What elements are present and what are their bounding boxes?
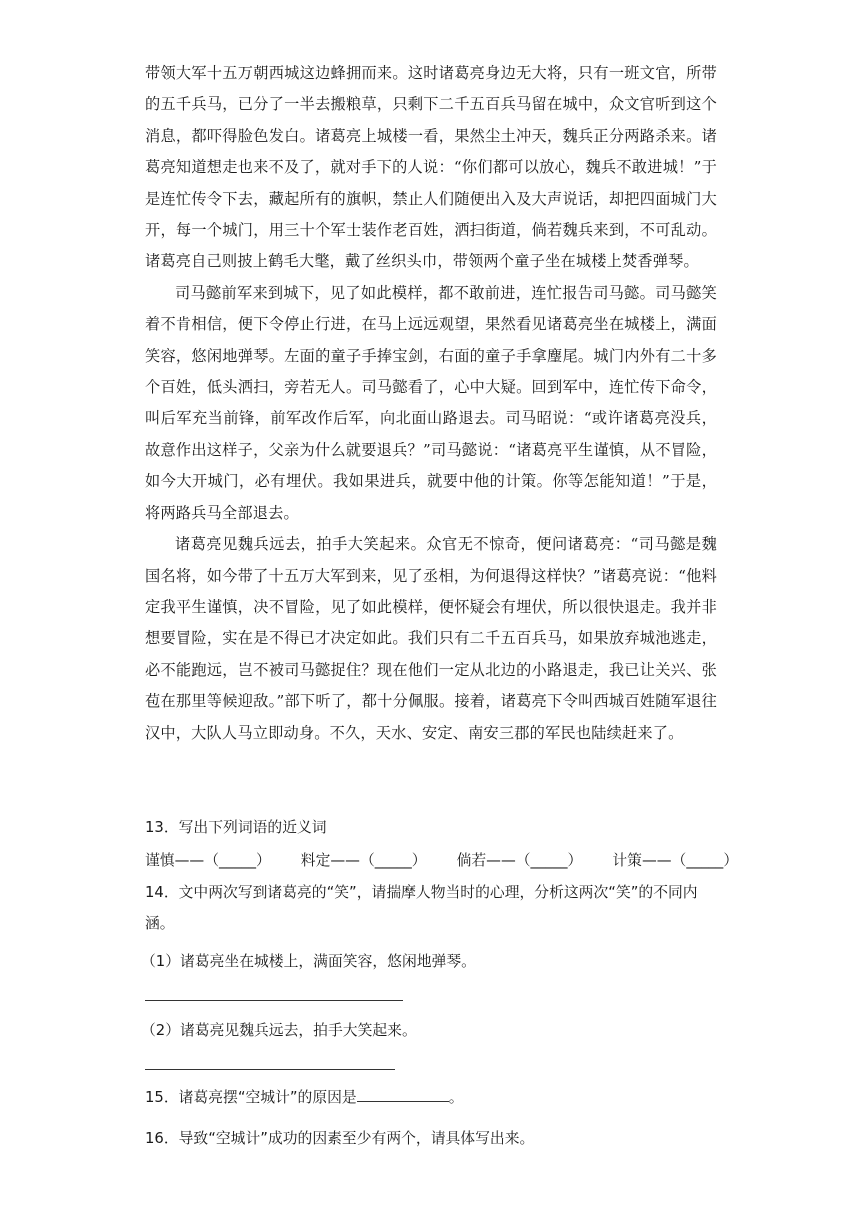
answer-blank-15[interactable] xyxy=(357,1087,449,1102)
passage-paragraph-1: 带领大军十五万朝西城这边蜂拥而来。这时诸葛亮身边无大将，只有一班文官，所带的五千兵马，已分了一半去搬粮草，只剩下二千五百兵马留在城中，众文官听到这个消息，都吓得脸色发白。诸葛亮上城楼一看，果然尘土冲天，魏兵正分两路杀来。诸葛亮知道想走也来不及了，就对手下的人说：“你们都可以放心，魏兵不敢进城！”于是连忙传令下去，藏起所有的旗帜，禁止人们随便出入及大声说话，却把四面城门大开，每一个城门，用三十个军士装作老百姓，洒扫街道，倘若魏兵来到，不可乱动。诸葛亮自己则披上鹤毛大氅，戴了丝织头巾，带领两个童子坐在城楼上焚香弹琴。 xyxy=(145,64,717,271)
question-16: 16．导致“空城计”成功的因素至少有两个，请具体写出来。 xyxy=(145,1130,535,1147)
question-14-part-2: （2）诸葛亮见魏兵远去，拍手大笑起来。 xyxy=(141,1022,417,1039)
passage-paragraph-2: 司马懿前军来到城下，见了如此模样，都不敢前进，连忙报告司马懿。司马懿笑着不肯相信，便下令停止行进，在马上远远观望，果然看见诸葛亮坐在城楼上，满面笑容，悠闲地弹琴。左面的童子手捧宝剑，右面的童子手拿麈尾。城门内外有二十多个百姓，低头洒扫，旁若无人。司马懿看了，心中大疑。回到军中，连忙传下命令，叫后军充当前锋，前军改作后军，向北面山路退去。司马昭说：“或许诸葛亮没兵，故意作出这样子，父亲为什么就要退兵？”司马懿说：“诸葛亮平生谨慎，从不冒险，如今大开城门，必有埋伏。我如果进兵，就要中他的计策。你等怎能知道！”于是，将两路兵马全部退去。 xyxy=(145,283,717,522)
question-14: 14．文中两次写到诸葛亮的“笑”，请揣摩人物当时的心理，分析这两次“笑”的不同内涵。 xyxy=(145,884,698,932)
synonym-item-liaoding[interactable]: 料定——（_____） xyxy=(300,852,427,869)
answer-line-1[interactable] xyxy=(145,1000,403,1001)
question-13: 13．写出下列词语的近义词 xyxy=(145,819,327,836)
question-14-part-1: （1）诸葛亮坐在城楼上，满面笑容，悠闲地弹琴。 xyxy=(141,953,476,970)
synonym-item-jice[interactable]: 计策——（_____） xyxy=(612,852,739,869)
question-13-synonym-items xyxy=(145,845,739,876)
reading-passage xyxy=(145,58,717,749)
question-15-suffix: 。 xyxy=(448,1089,464,1106)
question-15-prefix: 15．诸葛亮摆“空城计”的原因是 xyxy=(145,1089,357,1106)
answer-line-2[interactable] xyxy=(145,1069,395,1070)
passage-paragraph-3: 诸葛亮见魏兵远去，拍手大笑起来。众官无不惊奇，便问诸葛亮：“司马懿是魏国名将，如今带了十五万大军到来，见了丞相，为何退得这样快？”诸葛亮说：“他料定我平生谨慎，决不冒险，见了如此模样，便怀疑会有埋伏，所以很快退走。我并非想要冒险，实在是不得已才决定如此。我们只有二千五百兵马，如果放弃城池逃走，必不能跑远，岂不被司马懿捉住？现在他们一定从北边的小路退走，我已让关兴、张苞在那里等候迎敌。”部下听了，都十分佩服。接着，诸葛亮下令叫西城百姓随军退往汉中，大队人马立即动身。不久，天水、安定、南安三郡的军民也陆续赶来了。 xyxy=(145,535,717,742)
synonym-item-jinshen[interactable]: 谨慎——（_____） xyxy=(145,852,271,869)
question-15 xyxy=(145,1082,717,1113)
synonym-item-tangruo[interactable]: 倘若——（_____） xyxy=(456,852,583,869)
